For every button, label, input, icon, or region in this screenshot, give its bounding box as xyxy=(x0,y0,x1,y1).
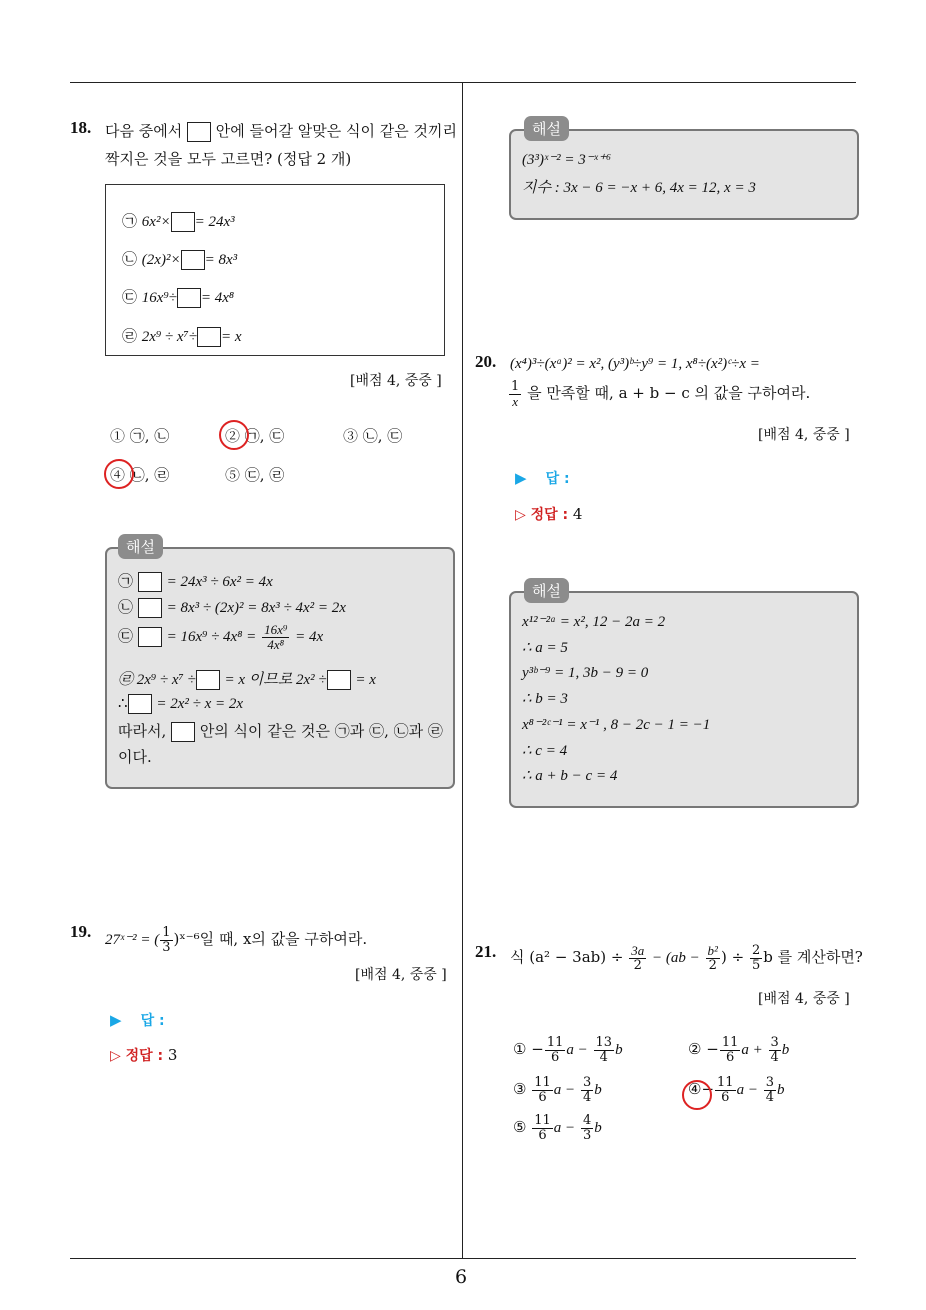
q20-score-meta: [배점 4, 중중 ] xyxy=(758,427,850,443)
solution-tag: 해설 xyxy=(118,534,163,559)
q18-choice-5[interactable]: ⑤ ㉢, ㉣ xyxy=(225,466,285,484)
q18-sol-line6: 따라서, 안의 식이 같은 것은 ㉠과 ㉢, ㉡과 ㉣ xyxy=(118,722,443,740)
fraction: $\frac{11}{6}$ xyxy=(717,1075,734,1105)
fraction: $\frac{\text{b²}}{2}$ xyxy=(707,943,718,973)
q20-correct-row: ▷ 정답 : 4 xyxy=(515,505,583,523)
answer-blank xyxy=(327,670,351,690)
q21-choice-3[interactable]: ③ $\frac{11}{6}$ a − $\frac{3}{4}$ b xyxy=(513,1075,602,1105)
answer-blank xyxy=(187,122,211,142)
q18-sol-line2: ㉡ = 8x³ ÷ (2x)² = 8x³ ÷ 4x² = 2x xyxy=(118,598,346,616)
answer-blank xyxy=(128,694,152,714)
answer-blank xyxy=(138,598,162,618)
answer-blank xyxy=(196,670,220,690)
q19-stem: 27ˣ⁻² = ( $\frac{1}{3}$ )ˣ⁻⁶일 때, x의 값을 구하여라. xyxy=(105,925,368,955)
answer-blank xyxy=(177,288,201,308)
answer-blank xyxy=(181,250,205,270)
q17-sol-line1: (3³)ˣ⁻² = 3⁻ˣ⁺⁶ xyxy=(522,152,612,168)
fraction: $\frac{11}{6}$ xyxy=(534,1075,551,1105)
solution-tag: 해설 xyxy=(524,578,569,603)
q20-sol-line: y³ᵇ⁻⁹ = 1, 3b − 9 = 0 xyxy=(522,665,649,681)
q19-number: 19. xyxy=(70,922,92,941)
q21-score-meta: [배점 4, 중중 ] xyxy=(758,991,850,1007)
q20-answer-row: ▶ 답 : xyxy=(515,469,570,487)
q20-sol-line: ∴ b = 3 xyxy=(522,691,568,707)
fraction: $\frac{2}{5}$ xyxy=(751,943,761,973)
selected-answer-mark xyxy=(219,420,249,450)
q21-stem: 식 (a² − 3ab) ÷ $\frac{3a}{2}$ − (ab − $\frac{\text{b²}}{2}$ ) ÷ $\frac{2}{5}$ b 를 계산하면? xyxy=(510,943,863,973)
outline-arrow-icon: ▷ xyxy=(515,507,526,523)
fraction: $\frac{1}{3}$ xyxy=(162,925,171,955)
q18-choice-4[interactable]: ④ ㉡, ㉣ xyxy=(110,466,170,484)
q17-solution-box xyxy=(509,129,859,220)
outline-arrow-icon: ▷ xyxy=(110,1048,121,1064)
q20-stem-line2: $\frac{1}{x}$ 을 만족할 때, a + b − c 의 값을 구하여라. xyxy=(511,379,811,409)
q20-stem-line1: (x⁴)³÷(xᵃ)² = x², (y³)ᵇ÷y⁹ = 1, x⁸÷(x²)ᶜ÷x = xyxy=(510,356,760,372)
q19-correct-row: ▷ 정답 : 3 xyxy=(110,1046,178,1064)
q18-score-meta: [배점 4, 중중 ] xyxy=(350,373,442,389)
selected-answer-mark xyxy=(104,459,134,489)
q20-sol-line: x¹²⁻²ᵃ = x², 12 − 2a = 2 xyxy=(522,614,666,630)
fraction: $\frac{3a}{2}$ xyxy=(631,943,645,973)
q18-choice-2[interactable]: ② ㉠, ㉢ xyxy=(225,427,285,445)
fraction: $\frac{4}{3}$ xyxy=(582,1113,592,1143)
answer-blank xyxy=(171,212,195,232)
fraction: $\frac{11}{6}$ xyxy=(546,1035,564,1065)
q21-choice-5[interactable]: ⑤ $\frac{11}{6}$ a − $\frac{4}{3}$ b xyxy=(513,1113,602,1143)
q18-sol-line1: ㉠ = 24x³ ÷ 6x² = 4x xyxy=(118,572,273,590)
q19-score-meta: [배점 4, 중중 ] xyxy=(355,967,447,983)
solution-tag: 해설 xyxy=(524,116,569,141)
answer-blank xyxy=(171,722,195,742)
q18-item-2: ㉡ (2x)²× = 8x³ xyxy=(122,250,238,268)
q21-number: 21. xyxy=(475,942,497,961)
fraction: $\frac{3}{4}$ xyxy=(770,1035,779,1065)
fraction: $\frac{\text{16x⁹}}{\text{4x⁸}}$ xyxy=(264,622,288,652)
q18-item-1: ㉠ 6x²× = 24x³ xyxy=(122,212,235,230)
q18-number: 18. xyxy=(70,118,92,137)
q21-choice-4[interactable]: ④− $\frac{11}{6}$ a − $\frac{3}{4}$ b xyxy=(688,1075,785,1105)
answer-blank xyxy=(138,572,162,592)
q18-sol-line3: ㉢ = 16x⁹ ÷ 4x⁸ = $\frac{\text{16x⁹}}{\text{4x⁸}}$ = 4x xyxy=(118,622,324,652)
column-divider xyxy=(462,82,463,1259)
q20-sol-line: x⁸⁻²ᶜ⁻¹ = x⁻¹ , 8 − 2c − 1 = −1 xyxy=(522,717,711,733)
q20-number: 20. xyxy=(475,352,497,371)
q21-choice-1[interactable]: ① − $\frac{11}{6}$ a − $\frac{13}{4}$ b xyxy=(513,1035,623,1065)
q18-item-3: ㉢ 16x⁹÷ = 4x⁸ xyxy=(122,288,235,306)
q18-item-4: ㉣ 2x⁹ ÷ x⁷÷ = x xyxy=(122,327,242,345)
fraction: $\frac{3}{4}$ xyxy=(765,1075,775,1105)
q18-choice-1[interactable]: ① ㉠, ㉡ xyxy=(110,427,170,445)
q18-stem-line2: 짝지은 것을 모두 고르면? (정답 2 개) xyxy=(105,150,352,168)
answer-blank xyxy=(197,327,221,347)
play-arrow-icon: ▶ xyxy=(110,1011,122,1029)
fraction: $\frac{11}{6}$ xyxy=(534,1113,551,1143)
answer-blank xyxy=(138,627,162,647)
fraction: $\frac{13}{4}$ xyxy=(595,1035,613,1065)
q20-sol-line: ∴ c = 4 xyxy=(522,743,568,759)
bottom-rule xyxy=(70,1258,856,1259)
q18-sol-line5: ∴ = 2x² ÷ x = 2x xyxy=(118,694,244,712)
selected-answer-mark xyxy=(682,1080,712,1110)
q21-choice-2[interactable]: ② − $\frac{11}{6}$ a + $\frac{3}{4}$ b xyxy=(688,1035,790,1065)
q18-choice-3[interactable]: ③ ㉡, ㉢ xyxy=(343,427,403,445)
q20-sol-line: ∴ a + b − c = 4 xyxy=(522,768,618,784)
top-rule xyxy=(70,82,856,83)
q18-sol-line4: ㉣ 2x⁹ ÷ x⁷ ÷ = x 이므로 2x² ÷ = x xyxy=(118,672,376,688)
play-arrow-icon: ▶ xyxy=(515,469,527,487)
fraction: $\frac{1}{x}$ xyxy=(511,379,520,409)
q18-stem-line1: 다음 중에서 안에 들어갈 알맞은 식이 같은 것끼리 xyxy=(105,122,457,140)
q19-answer-row: ▶ 답 : xyxy=(110,1011,165,1029)
q20-sol-line: ∴ a = 5 xyxy=(522,640,568,656)
q18-sol-line7: 이다. xyxy=(118,748,152,766)
fraction: $\frac{11}{6}$ xyxy=(721,1035,739,1065)
q17-sol-line2: 지수 : 3x − 6 = −x + 6, 4x = 12, x = 3 xyxy=(522,180,756,196)
fraction: $\frac{3}{4}$ xyxy=(582,1075,592,1105)
page-number: 6 xyxy=(455,1266,468,1288)
